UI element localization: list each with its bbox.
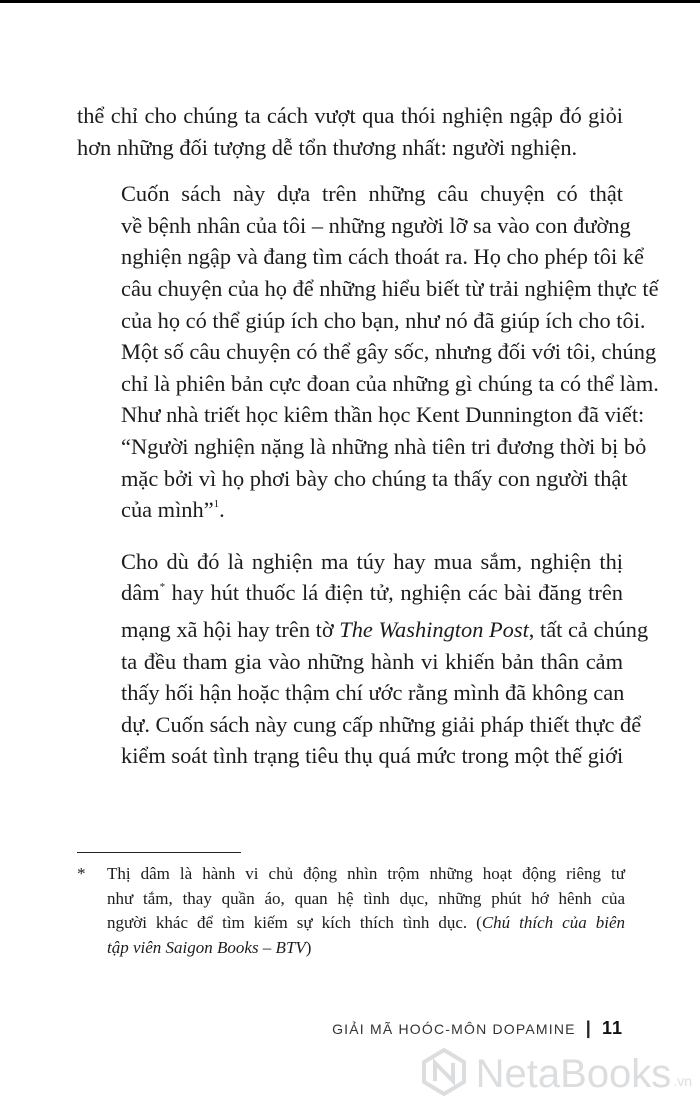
footnote-mark: * <box>77 864 86 883</box>
footnote-line: Thị dâm là hành vi chủ động nhìn trộm những hoạt động riêng tư <box>107 864 625 883</box>
line-text: hay hút thuốc lá điện tử, nghiện các bài đăng trên <box>165 580 623 606</box>
line-text: người khác để tìm kiếm sự kích thích tình dục. ( <box>107 913 482 932</box>
editor-note: Chú thích của biên <box>481 913 626 932</box>
text-line: hơn những đối tượng dễ tổn thương nhất: người nghiện. <box>77 134 578 160</box>
footnote-divider <box>77 852 241 853</box>
text-line <box>77 577 623 614</box>
watermark-text: NetaBooks <box>475 1051 672 1096</box>
newspaper-title: The Washington Post <box>339 616 529 642</box>
watermark-suffix: .vn <box>673 1073 692 1089</box>
text-line: kiểm soát tình trạng tiêu thụ quá mức trong một thế giới <box>121 743 624 769</box>
running-footer <box>332 1018 623 1039</box>
text-line: Như nhà triết học kiêm thần học Kent Dunnington đã viết: <box>121 402 645 428</box>
paragraph-1 <box>77 100 623 163</box>
top-border <box>0 0 700 3</box>
text-line: thể chỉ cho chúng ta cách vượt qua thói nghiện ngập đó giỏi <box>77 103 623 128</box>
netabooks-logo-icon <box>420 1048 468 1101</box>
running-title: GIẢI MÃ HOÓC-MÔN DOPAMINE <box>332 1020 576 1037</box>
text-line: “Người nghiện nặng là những nhà tiên tri đương thời bị bỏ <box>121 433 647 459</box>
text-line: về bệnh nhân của tôi – những người lỡ sa vào con đường <box>121 212 631 238</box>
footnote-line <box>107 911 625 936</box>
text-line: của họ có thể giúp ích cho bạn, như nó đã giúp ích cho tôi. <box>121 307 646 333</box>
text-line: Cuốn sách này dựa trên những câu chuyện có thật <box>121 181 623 207</box>
line-text: của mình” <box>121 497 214 523</box>
line-text: , tất cả chúng <box>528 616 649 642</box>
line-text: . <box>219 497 225 523</box>
endnote-reference: 1 <box>213 498 220 511</box>
line-text: dâm <box>121 580 160 606</box>
footnote <box>77 862 625 960</box>
line-text: ) <box>305 937 312 957</box>
text-line: ta đều tham gia vào những hành vi khiến bản thân cảm <box>121 648 623 674</box>
text-line: câu chuyện của họ để những hiểu biết từ trải nghiệm thực tế <box>121 275 659 301</box>
text-line: Một số câu chuyện có thể gây sốc, nhưng đối với tôi, chúng <box>121 339 657 365</box>
text-line: mặc bởi vì họ phơi bày cho chúng ta thấy con người thật <box>121 465 628 491</box>
watermark <box>420 1046 692 1102</box>
footnote-text <box>107 862 625 960</box>
paragraph-3 <box>77 546 649 772</box>
text-line: dự. Cuốn sách này cung cấp những giải pháp thiết thực để <box>121 711 642 737</box>
editor-note: tập viên Saigon Books – BTV <box>107 937 306 957</box>
footer-separator: | <box>585 1018 592 1038</box>
text-line: Cho dù đó là nghiện ma túy hay mua sắm, nghiện thị <box>121 548 623 574</box>
footnote-reference: * <box>159 581 166 594</box>
line-text: mạng xã hội hay trên tờ <box>121 616 340 642</box>
text-line <box>77 614 649 646</box>
text-line: nghiện ngập và đang tìm cách thoát ra. Họ cho phép tôi kể <box>121 244 644 270</box>
paragraph-2 <box>77 178 659 531</box>
text-line <box>77 494 623 531</box>
body-text <box>77 100 659 787</box>
footnote-line: như tắm, thay quần áo, quan hệ tình dục, những phút hớ hênh của <box>107 888 625 908</box>
text-line: chỉ là phiên bản cực đoan của những gì chúng ta có thể làm. <box>121 370 659 396</box>
text-line: thấy hối hận hoặc thậm chí ước rằng mình đã không can <box>121 680 625 706</box>
footnote-line <box>107 936 625 961</box>
page-number: 11 <box>601 1018 623 1038</box>
